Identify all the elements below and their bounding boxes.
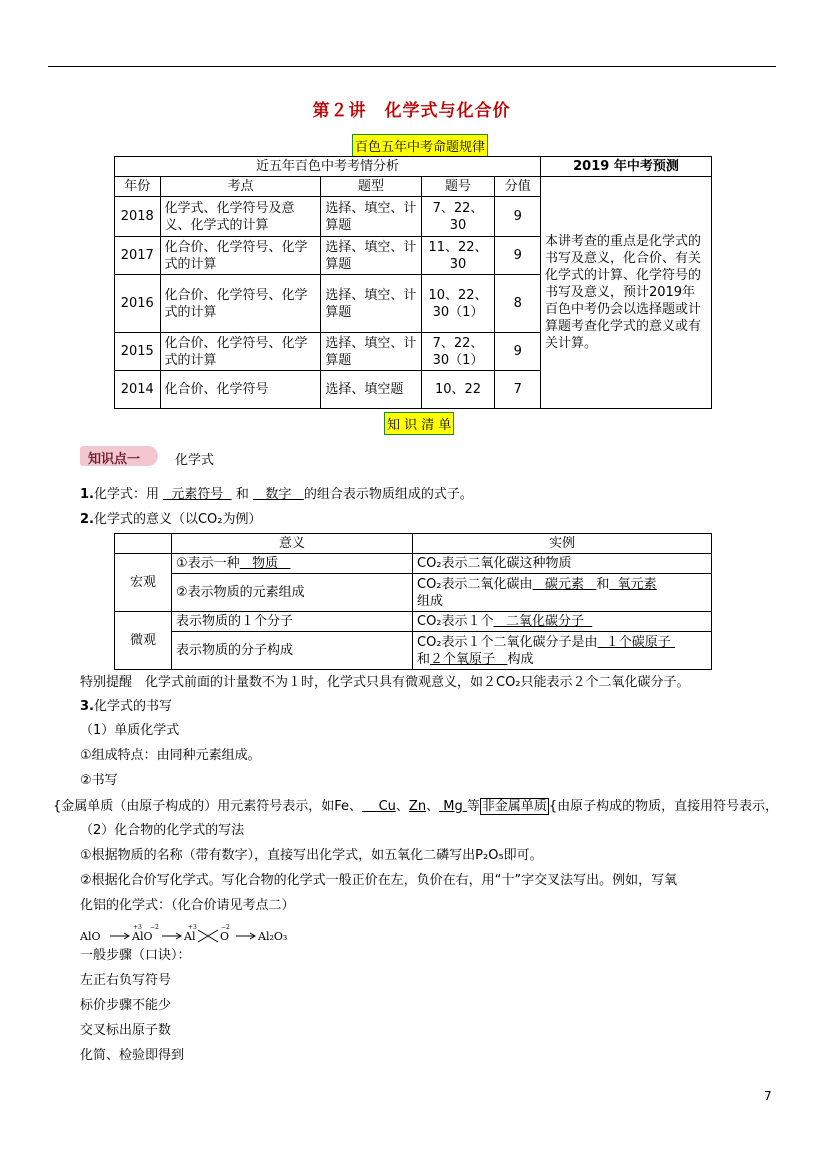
cross-method-formula (80, 922, 320, 950)
micro-label: 微观 (115, 612, 172, 670)
cell-number: 7、22、30 (421, 197, 495, 237)
header-example: 实例 (413, 534, 712, 554)
aluminum-oxide-example: 化铝的化学式：（化合价请见考点二） (80, 898, 295, 913)
svg-text:−2: −2 (221, 924, 230, 931)
badge-label: 知识点一 (88, 452, 141, 467)
cell-score: 7 (495, 371, 541, 409)
cell-type: 选择、填空、计算题 (321, 237, 421, 275)
step-item: 标价步骤不能少 (80, 998, 172, 1013)
composition-feature: ①组成特点：由同种元素组成。 (80, 748, 261, 763)
section-label: 百色五年中考命题规律 (352, 134, 488, 157)
col-header-number: 题号 (421, 177, 495, 197)
rule-by-valence: ②根据化合价写化学式。写化合物的化学式一般正价在左，负价在右，用“十”字交叉法写出。例如，写氧 (80, 873, 678, 888)
cell-score: 9 (495, 237, 541, 275)
col-header-point: 考点 (160, 177, 321, 197)
step-item: 左正右负写符号 (80, 973, 172, 988)
col-header-score: 分值 (495, 177, 541, 197)
cell-year: 2015 (115, 333, 161, 371)
knowledge-list-label: 知 识 清 单 (384, 412, 454, 435)
item-3: 3.化学式的书写 (80, 699, 172, 714)
knowledge-point-topic: 化学式 (175, 453, 215, 468)
formula-step-3-o: O (220, 930, 230, 943)
cell-point: 化合价、化学符号、化学式的计算 (160, 237, 321, 275)
header-rule (48, 66, 776, 67)
cell-type: 选择、填空、计算题 (321, 333, 421, 371)
cell-year: 2014 (115, 371, 161, 409)
table-row: 宏观 ①表示一种 物质 CO₂表示二氧化碳这种物质 (115, 554, 712, 574)
cell-type: 选择、填空、计算题 (321, 275, 421, 333)
cell-number: 7、22、30（1） (421, 333, 495, 371)
forecast-text: 本讲考查的重点是化学式的书写及意义，化合价、有关化学式的计算、化学符号的书写及意义，预计2019年百色中考仍会以选择题或计算题考查化学式的意义或有关计算。 (540, 177, 711, 409)
cell-point: 化合价、化学符号、化学式的计算 (160, 333, 321, 371)
page-title: 第２讲 化学式与化合价 (312, 101, 511, 121)
knowledge-point-badge (80, 446, 158, 466)
table-row: ②表示物质的元素组成 CO₂表示二氧化碳由 碳元素 和 氧元素 组成 (115, 574, 712, 612)
macro-label: 宏观 (115, 554, 172, 612)
svg-text:+3: +3 (188, 924, 197, 931)
col-header-type: 题型 (321, 177, 421, 197)
cell-point: 化学式、化学符号及意义、化学式的计算 (160, 197, 321, 237)
page-number: 7 (764, 1089, 772, 1103)
cell-score: 9 (495, 333, 541, 371)
exam-analysis-table (114, 156, 712, 409)
rule-by-name: ①根据物质的名称（带有数字），直接写出化学式，如五氧化二磷写出P₂O₅即可。 (80, 848, 543, 863)
blank-element-symbol: 元素符号 (171, 487, 224, 502)
table-row: 表示物质的分子构成 CO₂表示１个二氧化碳分子是由 １个碳原子 和２个氧原子 构成 (115, 632, 712, 670)
subheading-element-formula: （1）单质化学式 (80, 723, 180, 738)
blank-number: 数字 (265, 487, 292, 502)
step-item: 交叉标出原子数 (80, 1023, 172, 1038)
element-writing-rule: {金属单质（由原子构成的）用元素符号表示，如Fe、 Cu、Zn、 Mg 等 非金属单质 {由原子构成的物质，直接用符号表示， (53, 799, 779, 814)
cell-year: 2018 (115, 197, 161, 237)
writing-label: ②书写 (80, 773, 118, 788)
item-2: 2.化学式的意义（以CO₂为例） (80, 512, 262, 527)
special-note: 特别提醒 化学式前面的计量数不为１时，化学式只具有微观意义，如２CO₂只能表示２个二氧化碳分子。 (80, 675, 690, 690)
cell-number: 10、22 (421, 371, 495, 409)
cell-point: 化合价、化学符号、化学式的计算 (160, 275, 321, 333)
valence-plus3: +3 (133, 924, 142, 931)
valence-minus2: −2 (150, 924, 159, 931)
steps-title: 一般步骤（口诀）： (80, 948, 191, 963)
header-meaning: 意义 (172, 534, 413, 554)
formula-step-2: AlO (132, 930, 153, 943)
cell-type: 选择、填空题 (321, 371, 421, 409)
col-header-year: 年份 (115, 177, 161, 197)
cell-year: 2016 (115, 275, 161, 333)
forecast-header: 2019 年中考预测 (540, 157, 711, 177)
cell-number: 10、22、30（1） (421, 275, 495, 333)
cell-year: 2017 (115, 237, 161, 275)
cell-number: 11、22、30 (421, 237, 495, 275)
item-1: 1.化学式：用 元素符号 和 数字 的组合表示物质组成的式子。 (80, 487, 473, 502)
cell-score: 8 (495, 275, 541, 333)
formula-step-3-al: Al (184, 930, 196, 943)
step-item: 化简、检验即得到 (80, 1048, 185, 1063)
formula-result: Al₂O₃ (258, 930, 288, 943)
analysis-header: 近五年百色中考考情分析 (115, 157, 541, 177)
cell-point: 化合价、化学符号 (160, 371, 321, 409)
formula-meaning-table (114, 533, 712, 670)
subheading-compound-formula: （2）化合物的化学式的写法 (80, 823, 245, 838)
cell-score: 9 (495, 197, 541, 237)
cell-type: 选择、填空、计算题 (321, 197, 421, 237)
formula-step-1: AlO (80, 930, 101, 943)
table-row: 微观 表示物质的１个分子 CO₂表示１个 二氧化碳分子 (115, 612, 712, 632)
